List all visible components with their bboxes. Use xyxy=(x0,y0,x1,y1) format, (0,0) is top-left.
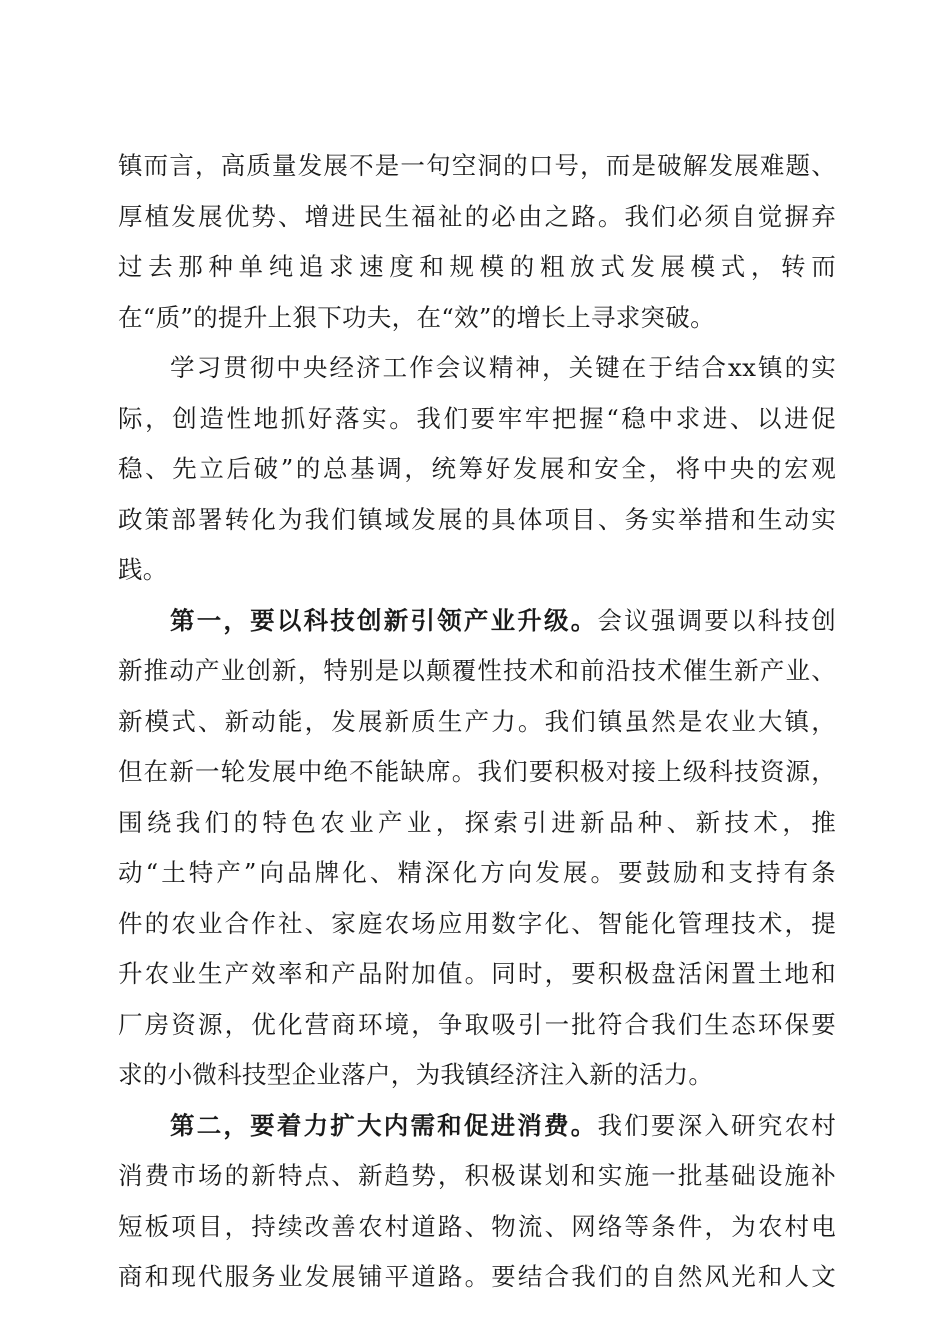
text-line: 升农业生产效率和产品附加值。同时，要积极盘活闲置土地和 xyxy=(118,959,836,988)
text-line xyxy=(118,596,836,647)
text-line: 新模式、新动能，发展新质生产力。我们镇虽然是农业大镇， xyxy=(118,706,836,736)
text-line: 求的小微科技型企业落户，为我镇经济注入新的活力。 xyxy=(118,1060,714,1089)
text-line: 在“质”的提升上狠下功夫，在“效”的增长上寻求突破。 xyxy=(118,302,715,332)
text-line: 学习贯彻中央经济工作会议精神，关键在于结合xx镇的实 xyxy=(170,353,836,382)
text-line: 镇而言，高质量发展不是一句空洞的口号，而是破解发展难题、 xyxy=(118,151,836,180)
text-line: 践。 xyxy=(118,555,168,584)
text-line: 过去那种单纯追求速度和规模的粗放式发展模式，转而 xyxy=(118,252,836,281)
text-line: 际，创造性地抓好落实。我们要牢牢把握“稳中求进、以进促 xyxy=(118,403,836,433)
text-line: 稳、先立后破”的总基调，统筹好发展和安全，将中央的宏观 xyxy=(118,454,836,483)
text-line xyxy=(118,1101,836,1152)
text-line: 厂房资源，优化营商环境，争取吸引一批符合我们生态环保要 xyxy=(118,1009,836,1039)
text-line: 商和现代服务业发展铺平道路。要结合我们的自然风光和人文 xyxy=(118,1262,836,1291)
text-span: 会议强调要以科技创 xyxy=(597,605,836,635)
text-line: 厚植发展优势、增进民生福祉的必由之路。我们必须自觉摒弃 xyxy=(118,201,836,231)
text-line: 围绕我们的特色农业产业，探索引进新品种、新技术，推 xyxy=(118,807,836,837)
text-line: 但在新一轮发展中绝不能缺席。我们要积极对接上级科技资源， xyxy=(118,757,836,786)
section-heading: 第二，要着力扩大内需和促进消费。 xyxy=(170,1110,598,1140)
text-line: 消费市场的新特点、新趋势，积极谋划和实施一批基础设施补 xyxy=(118,1161,836,1190)
section-heading: 第一，要以科技创新引领产业升级。 xyxy=(170,605,598,635)
body-text xyxy=(118,141,836,1303)
text-line: 短板项目，持续改善农村道路、物流、网络等条件，为农村电 xyxy=(118,1211,836,1241)
text-line: 动“土特产”向品牌化、精深化方向发展。要鼓励和支持有条 xyxy=(118,858,836,887)
text-span: 我们要深入研究农村 xyxy=(597,1110,836,1140)
text-line: 政策部署转化为我们镇域发展的具体项目、务实举措和生动实 xyxy=(118,504,836,534)
text-line: 新推动产业创新，特别是以颠覆性技术和前沿技术催生新产业、 xyxy=(118,656,836,685)
text-line: 件的农业合作社、家庭农场应用数字化、智能化管理技术，提 xyxy=(118,908,836,938)
